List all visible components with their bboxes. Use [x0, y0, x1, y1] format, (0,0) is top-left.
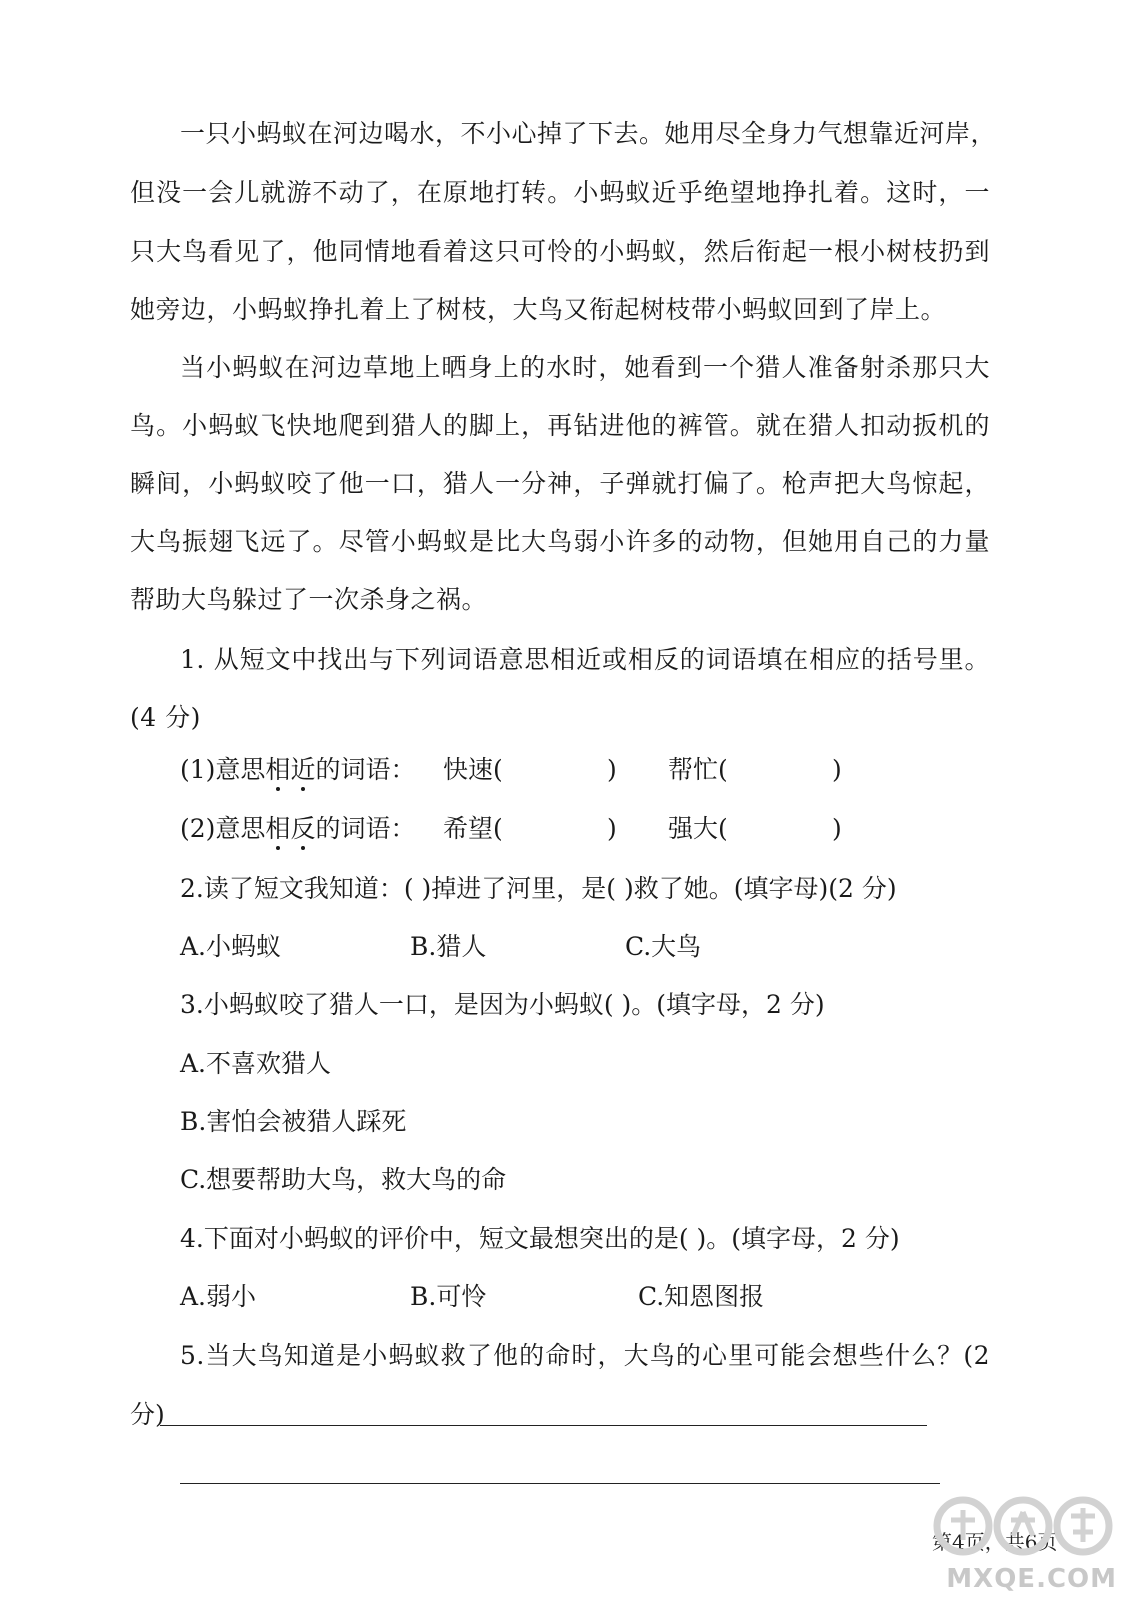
q2-stem: 2.读了短文我知道：( )掉进了河里，是( )救了她。(填字母)(2 分) [180, 874, 897, 903]
passage-p2-line-1: 当小蚂蚁在河边草地上晒身上的水时，她看到一个猎人准备射杀那只大 [180, 353, 990, 382]
q1-stem-line-1: 1. 从短文中找出与下列词语意思相近或相反的词语填在相应的括号里。 [180, 645, 990, 674]
q1-row-2-word-1: 希望( [443, 814, 503, 843]
passage-p1-line-2: 但没一会儿就游不动了，在原地打转。小蚂蚁近乎绝望地挣扎着。这时，一 [130, 178, 990, 207]
watermark-url: MXQE.COM [946, 1564, 1117, 1594]
passage-p2-line-4: 大鸟振翅飞远了。尽管小蚂蚁是比大鸟弱小许多的动物，但她用自己的力量 [130, 527, 990, 556]
emphasis-dot-char: 近 [290, 755, 316, 784]
passage-p2-line-5: 帮助大鸟躲过了一次杀身之祸。 [130, 585, 488, 614]
q4-option-b: B.可怜 [410, 1282, 487, 1311]
q1-row-1-answer-2-close[interactable]: ) [832, 755, 842, 784]
passage-p2-line-2: 鸟。小蚂蚁飞快地爬到猎人的脚上，再钻进他的裤管。就在猎人扣动扳机的 [130, 411, 990, 440]
q1-row-2-answer-1-close[interactable]: ) [607, 814, 617, 843]
q5-stem-line-1: 5.当大鸟知道是小蚂蚁救了他的命时，大鸟的心里可能会想些什么？(2 [180, 1341, 990, 1370]
q3-stem: 3.小蚂蚁咬了猎人一口，是因为小蚂蚁( )。(填字母，2 分) [180, 990, 825, 1019]
passage-p1-line-1: 一只小蚂蚁在河边喝水，不小心掉了下去。她用尽全身力气想靠近河岸， [180, 119, 997, 148]
q2-option-a: A.小蚂蚁 [180, 932, 282, 961]
emphasis-dot-char: 相 [265, 755, 291, 784]
page-indicator: 第4页，共6页 [932, 1530, 1058, 1554]
passage-p1-line-3: 只大鸟看见了，他同情地看着这只可怜的小蚂蚁，然后衔起一根小树枝扔到 [130, 237, 990, 266]
q4-option-c: C.知恩图报 [638, 1282, 765, 1311]
q3-option-b: B.害怕会被猎人踩死 [180, 1107, 407, 1136]
q3-option-a: A.不喜欢猎人 [180, 1049, 332, 1078]
q5-answer-line-2[interactable] [180, 1483, 940, 1484]
q1-row-2-label: (2)意思相反的词语： [180, 814, 416, 843]
q1-row-1-label: (1)意思相近的词语： [180, 755, 416, 784]
emphasis-dot-char: 相 [265, 814, 291, 843]
q1-row-2-word-2: 强大( [668, 814, 728, 843]
q1-row-1-word-2: 帮忙( [668, 755, 728, 784]
q2-option-c: C.大鸟 [625, 932, 702, 961]
emphasis-dot-char: 反 [290, 814, 316, 843]
q4-stem: 4.下面对小蚂蚁的评价中，短文最想突出的是( )。(填字母，2 分) [180, 1224, 900, 1253]
passage-p1-line-4: 她旁边，小蚂蚁挣扎着上了树枝，大鸟又衔起树枝带小蚂蚁回到了岸上。 [130, 295, 947, 324]
q1-stem-line-2: (4 分) [130, 703, 201, 732]
q1-row-1-answer-1-close[interactable]: ) [607, 755, 617, 784]
q1-row-2-answer-2-close[interactable]: ) [832, 814, 842, 843]
q1-row-1-word-1: 快速( [443, 755, 503, 784]
q2-option-b: B.猎人 [410, 932, 487, 961]
q5-stem-line-2: 分) [130, 1400, 165, 1429]
q3-option-c: C.想要帮助大鸟，救大鸟的命 [180, 1165, 507, 1194]
passage-p2-line-3: 瞬间，小蚂蚁咬了他一口，猎人一分神，子弹就打偏了。枪声把大鸟惊起， [130, 469, 990, 498]
q5-answer-line-1[interactable] [160, 1425, 927, 1426]
q4-option-a: A.弱小 [180, 1282, 257, 1311]
